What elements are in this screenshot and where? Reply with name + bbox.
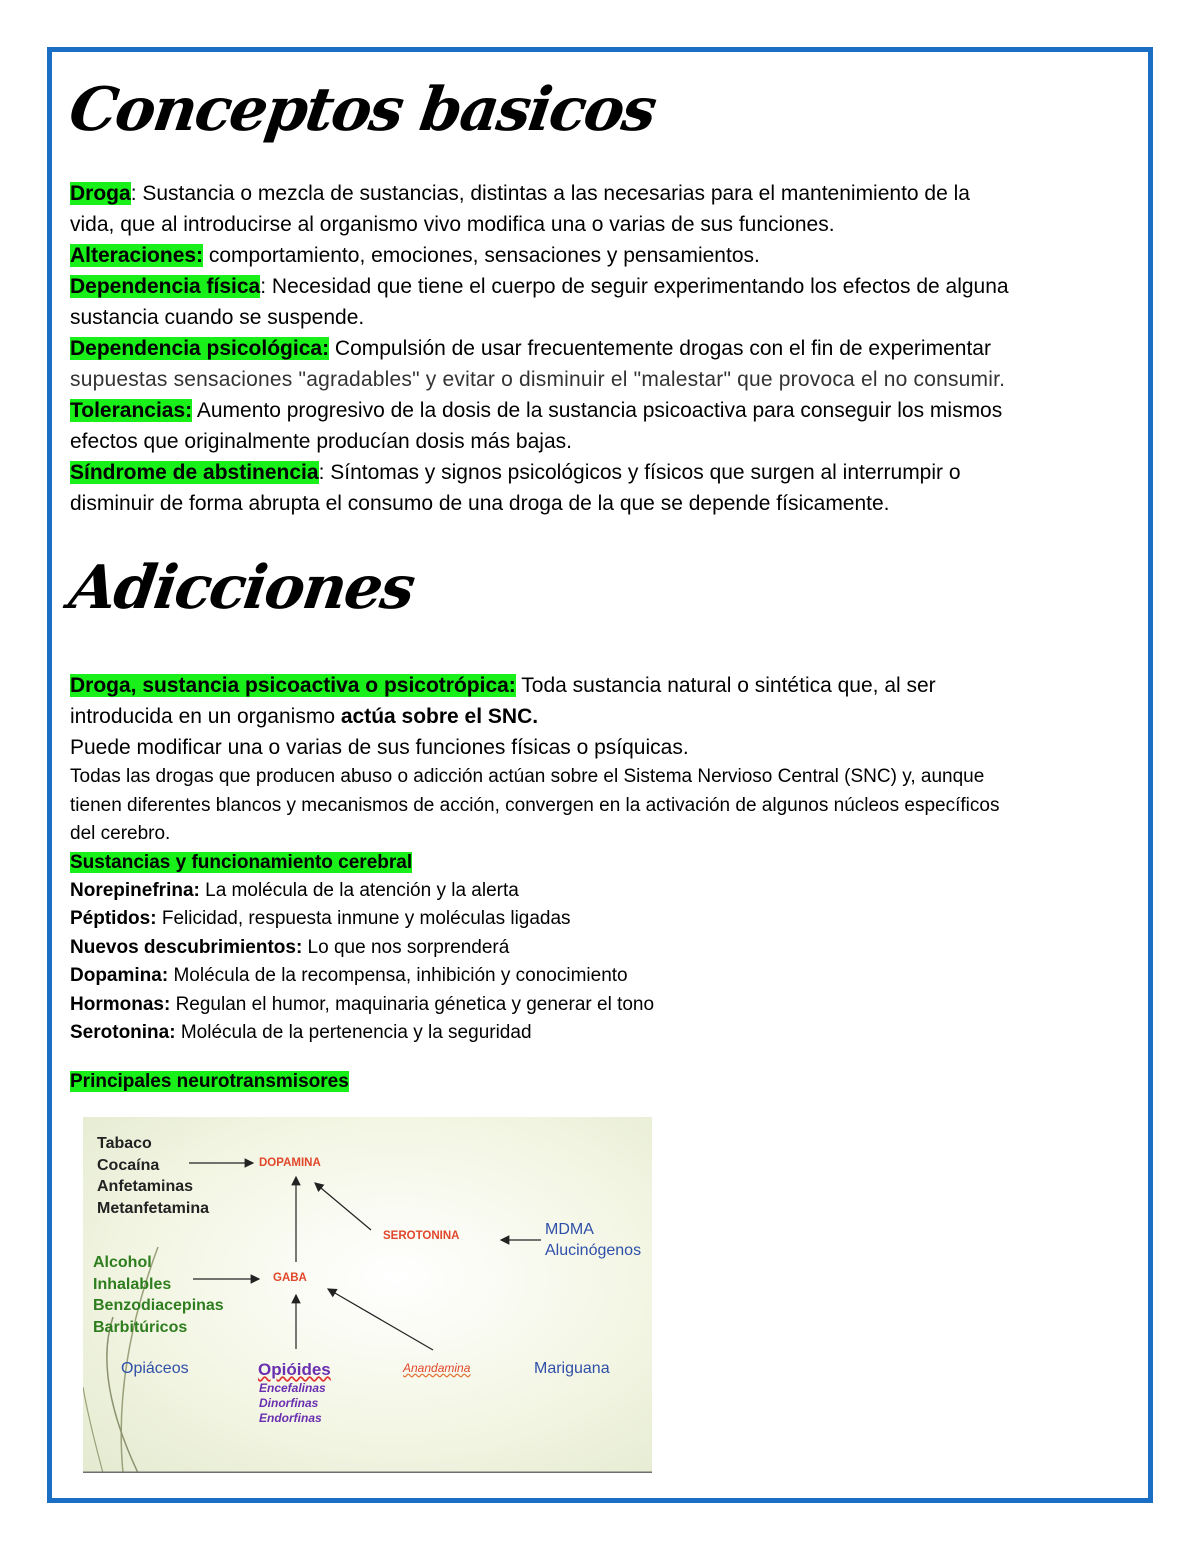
mdma-label: MDMA <box>545 1221 594 1238</box>
abstinencia-definition <box>70 457 1150 519</box>
dopamina-node: DOPAMINA <box>259 1157 321 1169</box>
drug-label: Anfetaminas <box>97 1178 194 1195</box>
list-item-term: Nuevos descubrimientos: <box>70 936 303 958</box>
list-item <box>70 962 1150 991</box>
opioid-subtype: Endorfinas <box>259 1411 322 1425</box>
dependencia-fisica-def-line1: : Necesidad que tiene el cuerpo de seguir experimentando los efectos de alguna <box>260 275 1009 298</box>
todas-line2: tienen diferentes blancos y mecanismos de acción, convergen en la activación de algunos núcleos específicos <box>70 794 1000 816</box>
dependencia-fisica-definition <box>70 271 1150 333</box>
list-item <box>70 877 1150 906</box>
todas-line3: del cerebro. <box>70 823 171 844</box>
droga-definition <box>70 178 1150 240</box>
principales-heading: Principales neurotransmisores <box>70 1071 349 1092</box>
drug-label: Cocaína <box>97 1156 160 1174</box>
drug-label: Tabaco <box>97 1135 152 1152</box>
dependencia-psicologica-def-line1: Compulsión de usar frecuentemente drogas con el fin de experimentar <box>329 337 991 360</box>
list-item-def: Felicidad, respuesta inmune y moléculas ligadas <box>156 908 571 929</box>
sustancias-heading-row <box>70 849 1150 877</box>
opioides-label: Opióides <box>258 1360 331 1379</box>
heading-adicciones: Adicciones <box>65 553 418 623</box>
todas-line1: Todas las drogas que producen abuso o adicción actúan sobre el Sistema Nervioso Central (SNC) y, aunque <box>70 766 985 787</box>
heading-conceptos-basicos: Conceptos basicos <box>65 75 660 145</box>
abstinencia-def-line2: disminuir de forma abrupta el consumo de una droga de la que se depende físicamente. <box>70 492 890 515</box>
list-item <box>70 1019 1150 1048</box>
adicciones-section <box>70 670 1150 1048</box>
neurotransmitter-diagram <box>83 1117 652 1473</box>
conceptos-section <box>70 178 1150 519</box>
list-item-term: Serotonina: <box>70 1022 176 1043</box>
anandamina-label: Anandamina <box>403 1361 471 1375</box>
abstinencia-term: Síndrome de abstinencia <box>70 461 319 484</box>
list-item-def: Molécula de la pertenencia y la seguridad <box>175 1022 532 1043</box>
alteraciones-term: Alteraciones: <box>70 244 204 267</box>
opiaceos-label: Opiáceos <box>121 1360 189 1377</box>
list-item-def: Lo que nos sorprenderá <box>302 936 510 958</box>
droga-term: Droga <box>70 182 131 205</box>
tolerancias-term: Tolerancias: <box>70 399 193 422</box>
tolerancias-definition <box>70 395 1150 457</box>
droga-psicoactiva-def-line1: Toda sustancia natural o sintética que, al ser <box>515 674 936 697</box>
sustancias-heading: Sustancias y funcionamiento cerebral <box>70 851 413 873</box>
droga-psicoactiva-definition <box>70 670 1150 763</box>
droga-psicoactiva-def-line2: introducida en un organismo <box>70 705 341 728</box>
list-item <box>70 934 1150 963</box>
list-item <box>70 991 1150 1020</box>
tolerancias-def-line2: efectos que originalmente producían dosis más bajas. <box>70 430 572 453</box>
droga-psicoactiva-def-line3: Puede modificar una o varias de sus funciones físicas o psíquicas. <box>70 736 689 759</box>
serotonina-node: SEROTONINA <box>383 1230 460 1242</box>
droga-psicoactiva-term: Droga, sustancia psicoactiva o psicotrópica: <box>70 674 516 697</box>
mariguana-label: Mariguana <box>534 1360 610 1377</box>
list-item-term: Hormonas: <box>70 993 171 1015</box>
drug-label: Metanfetamina <box>97 1199 210 1217</box>
gaba-node: GABA <box>273 1272 307 1284</box>
depressant-drugs-list <box>93 1252 224 1338</box>
drug-label: Inhalables <box>93 1275 172 1293</box>
list-item <box>70 905 1150 934</box>
arrow-serotonina-dopamina <box>315 1183 371 1230</box>
opioid-subtypes-list <box>259 1381 326 1426</box>
drug-label: Alcohol <box>93 1254 152 1271</box>
droga-def-line1: : Sustancia o mezcla de sustancias, distintas a las necesarias para el mantenimiento de la <box>130 182 970 205</box>
list-item-term: Péptidos: <box>70 908 157 929</box>
list-item-def: La molécula de la atención y la alerta <box>199 879 519 901</box>
list-item-term: Norepinefrina: <box>70 879 200 901</box>
dependencia-psicologica-definition <box>70 333 1150 395</box>
opioid-subtype: Dinorfinas <box>259 1396 319 1410</box>
drug-label: Benzodiacepinas <box>93 1297 224 1314</box>
droga-def-line2: vida, que al introducirse al organismo vivo modifica una o varias de sus funciones. <box>70 213 835 236</box>
drug-label: Barbitúricos <box>93 1318 188 1336</box>
tolerancias-def-line1: Aumento progresivo de la dosis de la sustancia psicoactiva para conseguir los mismos <box>192 399 1003 422</box>
todas-las-drogas-paragraph <box>70 763 1150 849</box>
arrow-anandamina-gaba <box>328 1289 433 1350</box>
grass-decoration <box>83 1387 103 1473</box>
dependencia-fisica-def-line2: sustancia cuando se suspende. <box>70 306 365 329</box>
abstinencia-def-line1: : Síntomas y signos psicológicos y físicos que surgen al interrumpir o <box>318 461 961 484</box>
snc-emphasis: actúa sobre el SNC. <box>340 705 539 728</box>
dependencia-psicologica-term: Dependencia psicológica: <box>70 337 330 360</box>
list-item-term: Dopamina: <box>70 965 169 986</box>
principales-heading-row <box>70 1068 349 1096</box>
dependencia-psicologica-def-line2: supuestas sensaciones "agradables" y evitar o disminuir el "malestar" que provoca el no consumir. <box>70 368 1006 391</box>
stimulant-drugs-list <box>97 1133 209 1219</box>
list-item-def: Regulan el humor, maquinaria génetica y generar el tono <box>170 993 655 1015</box>
opioid-subtype: Encefalinas <box>259 1381 326 1395</box>
list-item-def: Molécula de la recompensa, inhibición y conocimiento <box>168 965 628 986</box>
alteraciones-def: comportamiento, emociones, sensaciones y pensamientos. <box>203 244 760 267</box>
alucinogenos-label: Alucinógenos <box>545 1242 642 1259</box>
alteraciones-definition <box>70 240 1150 271</box>
neuro-list <box>70 877 1150 1048</box>
dependencia-fisica-term: Dependencia física <box>70 275 261 298</box>
